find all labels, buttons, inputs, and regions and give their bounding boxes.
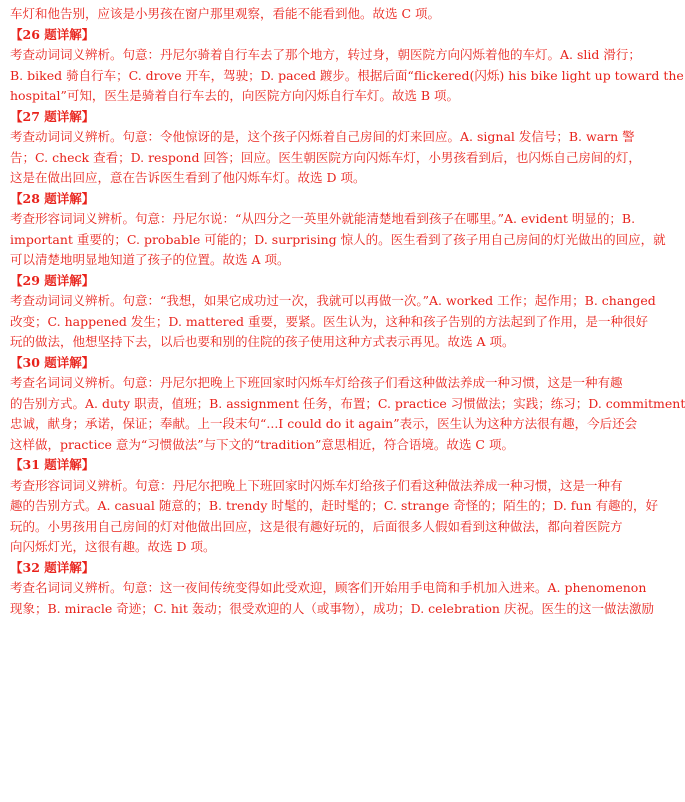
section-heading-31: 【31 题详解】 bbox=[10, 457, 95, 472]
text-line: 玩的。小男孩用自己房间的灯对他做出回应，这是很有趣好玩的，后面很多人假如看到这种做法，都向着医院方 bbox=[10, 518, 623, 534]
text-line: 考查形容词词义辨析。句意：丹尼尔把晚上下班回家时闪烁车灯给孩子们看这种做法养成一种习惯，这是一种有 bbox=[10, 477, 623, 493]
text-line: 考查动词词义辨析。句意：令他惊讶的是，这个孩子闪烁着自己房间的灯来回应。A. signal 发信号；B. warn 警 bbox=[10, 129, 635, 144]
text-line: 考查名词词义辨析。句意：丹尼尔把晚上下班回家时闪烁车灯给孩子们看这种做法养成一种习惯，这是一种有趣 bbox=[10, 375, 623, 390]
text-line: 这样做，practice 意为“习惯做法”与下文的“tradition”意思相近，符合语境。故选 C 项。 bbox=[10, 436, 514, 452]
text-line: 的告别方式。A. duty 职责，值班；B. assignment 任务，布置；C. practice 习惯做法；实践；练习；D. commitment bbox=[10, 395, 685, 411]
text-line: 告；C. check 查看；D. respond 回答；回应。医生朝医院方向闪烁车灯，小男孩看到后，也闪烁自己房间的灯， bbox=[10, 149, 641, 165]
text-line: 玩的做法，他想坚持下去，以后也要和别的住院的孩子使用这种方式表示再见。故选 A 项。 bbox=[10, 334, 515, 349]
section-heading-26: 【26 题详解】 bbox=[10, 26, 95, 42]
section-heading-30: 【30 题详解】 bbox=[10, 354, 95, 370]
text-line: hospital”可知，医生是骑着自行车去的，向医院方向闪烁自行车灯。故选 B 项。 bbox=[10, 88, 459, 103]
text-line: 车灯和他告别，应该是小男孩在窗户那里观察，看能不能看到他。故选 C 项。 bbox=[10, 6, 441, 21]
section-heading-28: 【28 题详解】 bbox=[10, 190, 95, 206]
text-line: 可以清楚地明显地知道了孩子的位置。故选 A 项。 bbox=[10, 252, 290, 267]
text-line: 改变；C. happened 发生；D. mattered 重要，要紧。医生认为，这种和孩子告别的方法起到了作用，是一种很好 bbox=[10, 313, 649, 329]
section-heading-27: 【27 题详解】 bbox=[10, 108, 95, 124]
text-line: 这是在做出回应，意在告诉医生看到了他闪烁车灯。故选 D 项。 bbox=[10, 170, 366, 185]
text-line: 忠诚，献身；承诺，保证；奉献。上一段末句“...I could do it again”表示，医生认为这种方法很有趣，今后还会 bbox=[10, 416, 638, 431]
text-line: 考查动词词义辨析。句意：丹尼尔骑着自行车去了那个地方，转过身，朝医院方向闪烁着他的车灯。A. slid 滑行； bbox=[10, 47, 641, 62]
section-heading-29: 【29 题详解】 bbox=[10, 272, 95, 288]
text-line: 趣的告别方式。A. casual 随意的；B. trendy 时髦的，赶时髦的；C. strange 奇怪的；陌生的；D. fun 有趣的，好 bbox=[10, 498, 659, 513]
text-line: 考查动词词义辨析。句意：“我想，如果它成功过一次，我就可以再做一次。”A. worked 工作；起作用；B. changed bbox=[10, 293, 656, 308]
text-line: B. biked 骑自行车；C. drove 开车，驾驶；D. paced 踱步。根据后面“flickered(闪烁) his bike light up toward the bbox=[10, 67, 684, 83]
text-line: important 重要的；C. probable 可能的；D. surprising 惊人的。医生看到了孩子用自己房间的灯光做出的回应，就 bbox=[10, 231, 666, 247]
text-line: 现象；B. miracle 奇迹；C. hit 轰动；很受欢迎的人（或事物），成功；D. celebration 庆祝。医生的这一做法激励 bbox=[10, 600, 654, 616]
text-line: 考查形容词词义辨析。句意：丹尼尔说：“从四分之一英里外就能清楚地看到孩子在哪里。”A. evident 明显的；B. bbox=[10, 211, 636, 226]
text-line: 向闪烁灯光，这很有趣。故选 D 项。 bbox=[10, 539, 216, 554]
section-heading-32: 【32 题详解】 bbox=[10, 559, 95, 575]
text-line: 考查名词词义辨析。句意：这一夜间传统变得如此受欢迎，顾客们开始用手电筒和手机加入进来。A. phenomenon bbox=[10, 580, 647, 595]
